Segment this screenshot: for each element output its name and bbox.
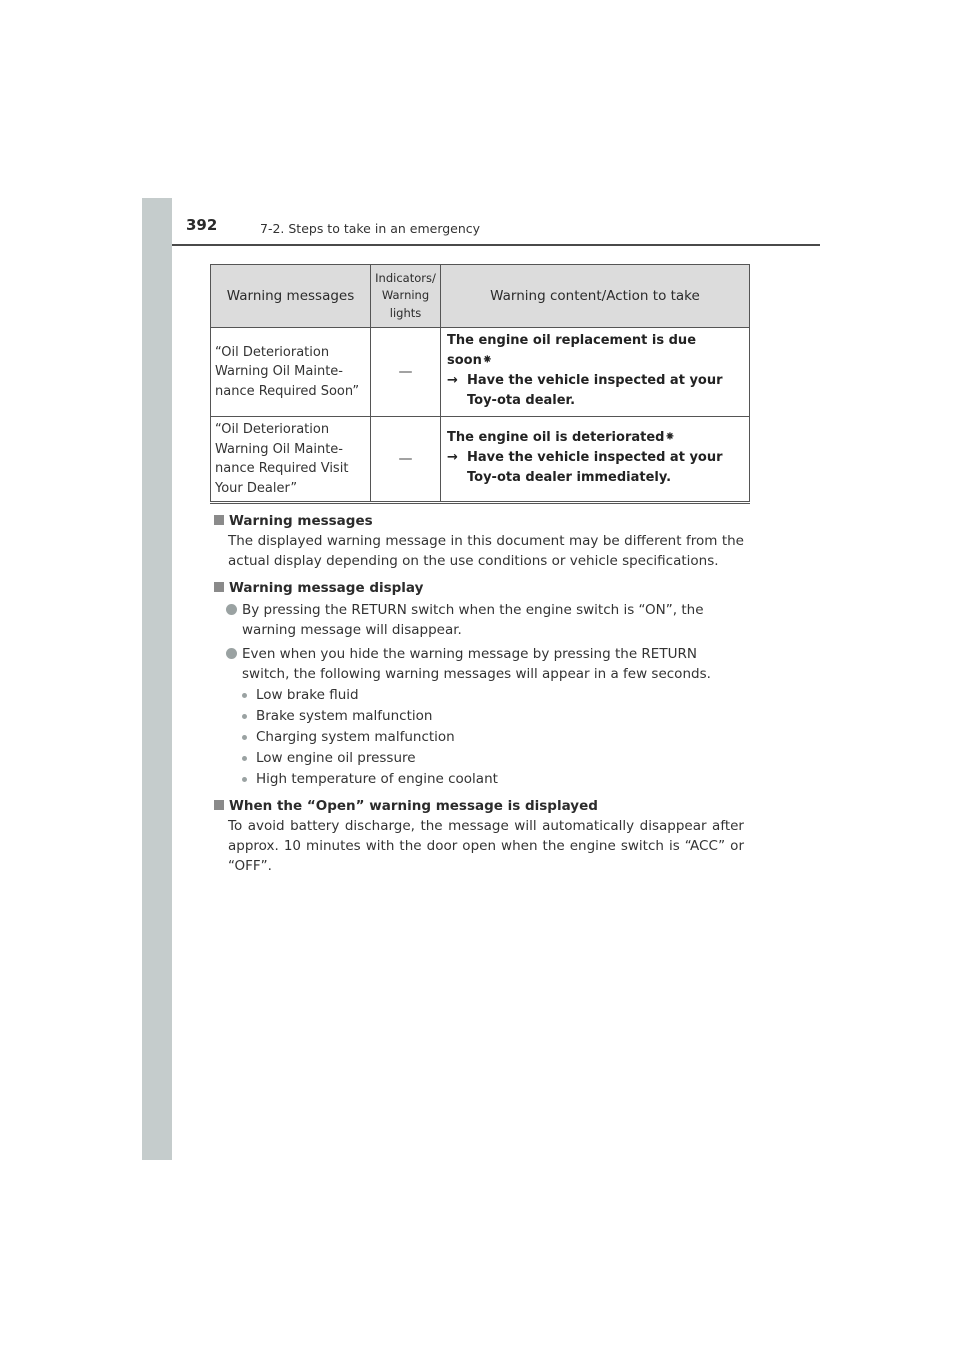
arrow-right-icon: → <box>447 373 458 388</box>
table-row <box>211 328 750 417</box>
table-row <box>211 417 750 502</box>
sub-list-item: Charging system malfunction <box>214 727 744 747</box>
circle-bullet-icon <box>226 604 237 615</box>
action-text: Have the vehicle inspected at your Toy-ota dealer. <box>467 373 723 408</box>
col-header-messages: Warning messages <box>211 265 371 328</box>
note-heading: Warning messages <box>214 511 744 531</box>
action-line <box>447 371 743 411</box>
circle-bullet-icon <box>226 648 237 659</box>
col-header-indicators: Indicators/ Warning lights <box>371 265 441 328</box>
warning-table <box>210 264 750 502</box>
square-bullet-icon <box>214 515 224 525</box>
small-bullet-icon <box>242 756 247 761</box>
cell-indicator: — <box>371 417 441 502</box>
square-bullet-icon <box>214 582 224 592</box>
small-bullet-icon <box>242 777 247 782</box>
arrow-right-icon: → <box>447 450 458 465</box>
cell-message: “Oil Deterioration Warning Oil Mainte-nance Required Visit Your Dealer” <box>211 417 371 502</box>
header-rule <box>172 244 820 246</box>
sub-list-item: Brake system malfunction <box>214 706 744 726</box>
notes-section <box>214 511 744 876</box>
list-item: By pressing the RETURN switch when the engine switch is “ON”, the warning message will disappear. <box>214 600 744 640</box>
page-number: 392 <box>186 216 218 234</box>
list-item: Even when you hide the warning message by pressing the RETURN switch, the following warning messages will appear in a few seconds. <box>214 644 744 684</box>
cell-content <box>441 328 750 417</box>
cell-message: “Oil Deterioration Warning Oil Mainte-nance Required Soon” <box>211 328 371 417</box>
square-bullet-icon <box>214 800 224 810</box>
notes-divider <box>210 503 750 504</box>
col-header-content: Warning content/Action to take <box>441 265 750 328</box>
cell-indicator: — <box>371 328 441 417</box>
sub-list-item: Low brake fluid <box>214 685 744 705</box>
note-heading: Warning message display <box>214 578 744 598</box>
small-bullet-icon <box>242 714 247 719</box>
cell-content <box>441 417 750 502</box>
note-paragraph: To avoid battery discharge, the message will automatically disappear after approx. 10 minutes with the door open when the engine switch is “ACC” or “OFF”. <box>228 818 744 874</box>
side-tab-strip <box>142 198 172 1160</box>
content-text: The engine oil replacement is due soon⁕ <box>447 333 697 368</box>
content-text: The engine oil is deteriorated⁕ <box>447 430 676 445</box>
note-heading: When the “Open” warning message is displayed <box>214 796 744 816</box>
sub-list-item: High temperature of engine coolant <box>214 769 744 789</box>
small-bullet-icon <box>242 693 247 698</box>
small-bullet-icon <box>242 735 247 740</box>
section-title: 7-2. Steps to take in an emergency <box>260 221 481 236</box>
action-text: Have the vehicle inspected at your Toy-ota dealer immediately. <box>467 450 723 485</box>
sub-list-item: Low engine oil pressure <box>214 748 744 768</box>
action-line <box>447 448 743 488</box>
page-header <box>172 214 820 246</box>
note-paragraph: The displayed warning message in this document may be different from the actual display depending on the use conditions or vehicle specifications. <box>228 533 744 569</box>
